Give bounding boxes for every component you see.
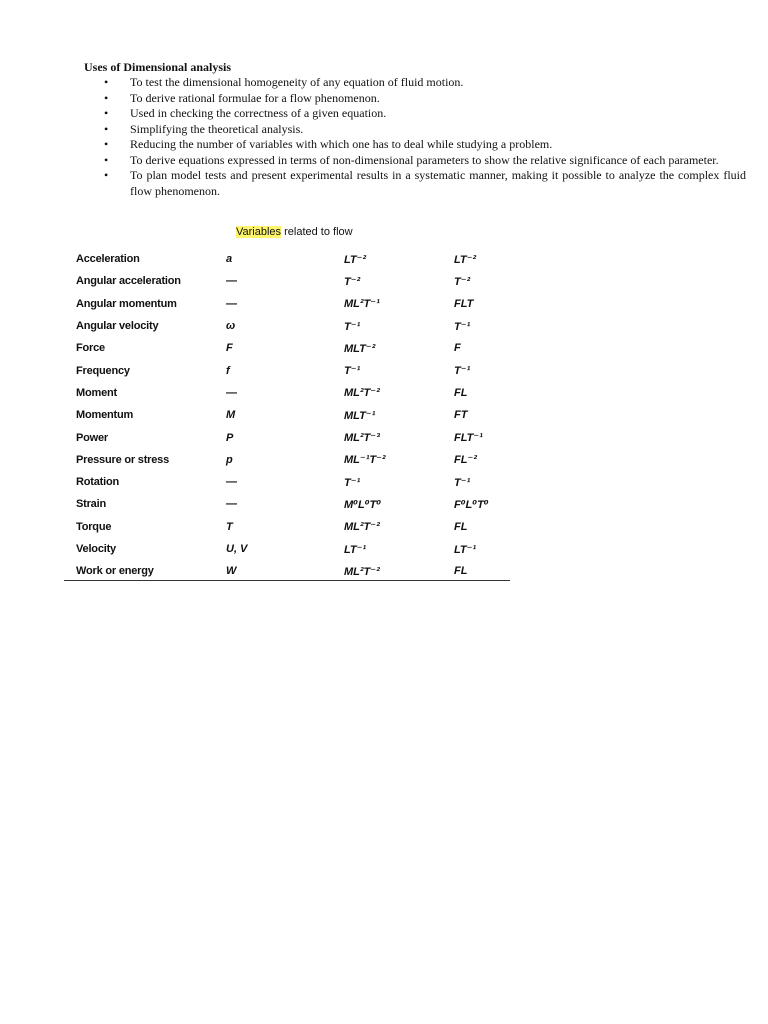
uses-section — [84, 60, 746, 199]
list-item — [84, 106, 746, 122]
variable-name: Momentum — [76, 409, 134, 422]
list-item — [84, 75, 746, 91]
variable-name: Acceleration — [76, 253, 140, 266]
variable-name: Velocity — [76, 543, 116, 555]
flt-dimension: FL — [454, 520, 468, 533]
mlt-dimension: ML²T⁻² — [344, 387, 380, 400]
table-row — [64, 404, 510, 426]
table-row — [64, 471, 510, 493]
list-item — [84, 122, 746, 138]
list-item-text: Simplifying the theoretical analysis. — [130, 121, 304, 136]
table-title-highlight: Variables — [236, 226, 282, 238]
flt-dimension: LT⁻² — [454, 253, 477, 266]
flt-dimension: FLT — [454, 297, 474, 310]
table-row — [64, 270, 510, 292]
table-row — [64, 293, 510, 315]
flt-dimension: T⁻¹ — [454, 365, 471, 378]
variable-name: Frequency — [76, 364, 130, 377]
variable-symbol: T — [226, 520, 233, 533]
variable-symbol: — — [226, 476, 237, 489]
mlt-dimension: T⁻¹ — [344, 320, 361, 333]
variable-name: Moment — [76, 386, 117, 399]
variable-name: Angular acceleration — [76, 275, 181, 288]
table-title-rest: related to flow — [281, 226, 353, 238]
variable-symbol: F — [226, 342, 233, 355]
uses-list — [84, 75, 746, 199]
list-item-text: To plan model tests and present experimental results in a systematic manner, making it possible to analyze the complex fluid flow phenomenon. — [130, 168, 746, 198]
bullet-icon: • — [104, 121, 109, 136]
list-item-text: To test the dimensional homogeneity of any equation of fluid motion. — [130, 75, 464, 89]
flt-dimension: FL — [454, 386, 468, 399]
variable-name: Angular momentum — [76, 297, 177, 310]
mlt-dimension: LT⁻² — [344, 253, 367, 266]
variable-symbol: p — [226, 453, 233, 466]
list-item — [84, 91, 746, 107]
list-item-text: Used in checking the correctness of a given equation. — [130, 106, 387, 120]
table-title — [236, 226, 353, 238]
flt-dimension: FL — [454, 565, 468, 578]
flt-dimension: LT⁻¹ — [454, 543, 477, 556]
variable-symbol: U, V — [226, 543, 248, 555]
variable-symbol: — — [226, 275, 237, 288]
list-item-text: Reducing the number of variables with which one has to deal while studying a problem. — [130, 137, 553, 151]
variable-symbol: a — [226, 253, 233, 266]
variable-name: Rotation — [76, 476, 120, 489]
mlt-dimension: T⁻² — [344, 275, 361, 288]
variable-name: Force — [76, 342, 105, 355]
bullet-icon: • — [104, 75, 109, 89]
variable-symbol: — — [226, 498, 237, 511]
list-item — [84, 137, 746, 153]
list-item-text: To derive equations expressed in terms of non-dimensional parameters to show the relative significance of each parameter. — [130, 152, 719, 167]
mlt-dimension: ML²T⁻² — [344, 565, 380, 578]
mlt-dimension: ML²T⁻¹ — [344, 298, 380, 311]
variable-symbol: — — [226, 297, 237, 310]
variable-symbol: — — [226, 386, 237, 399]
flt-dimension: F⁰L⁰T⁰ — [454, 498, 489, 511]
variable-name: Angular velocity — [76, 320, 159, 333]
variable-name: Power — [76, 431, 109, 444]
table-row — [64, 426, 510, 448]
table-row — [64, 516, 510, 538]
variable-name: Pressure or stress — [76, 453, 170, 466]
table-row — [64, 382, 510, 404]
list-item — [84, 168, 746, 199]
variable-symbol: M — [226, 409, 236, 422]
bullet-icon: • — [104, 137, 109, 151]
table-row — [64, 449, 510, 471]
table-row — [64, 538, 510, 560]
table-row — [64, 337, 510, 359]
mlt-dimension: ML⁻¹T⁻² — [344, 454, 386, 467]
bullet-icon: • — [104, 152, 109, 167]
list-item-text: To derive rational formulae for a flow phenomenon. — [130, 90, 380, 105]
flt-dimension: T⁻¹ — [454, 320, 471, 333]
bullet-icon: • — [104, 168, 109, 182]
mlt-dimension: ML²T⁻² — [344, 521, 380, 534]
flt-dimension: T⁻² — [454, 275, 471, 288]
variable-name: Strain — [76, 498, 106, 511]
flt-dimension: T⁻¹ — [454, 476, 471, 489]
mlt-dimension: MLT⁻² — [344, 342, 376, 355]
flt-dimension: FL⁻² — [454, 454, 477, 467]
table-row — [64, 315, 510, 337]
mlt-dimension: LT⁻¹ — [344, 543, 367, 556]
bullet-icon: • — [104, 90, 109, 105]
bullet-icon: • — [104, 106, 109, 120]
mlt-dimension: T⁻¹ — [344, 365, 361, 378]
mlt-dimension: T⁻¹ — [344, 476, 361, 489]
variable-name: Work or energy — [76, 565, 154, 578]
table-bottom-rule — [64, 580, 510, 581]
table-row — [64, 359, 510, 381]
variable-name: Torque — [76, 520, 112, 533]
flt-dimension: FT — [454, 409, 468, 422]
table-row — [64, 248, 510, 270]
section-title: Uses of Dimensional analysis — [84, 60, 232, 74]
variables-table — [64, 248, 510, 582]
variable-symbol: f — [226, 364, 230, 377]
flt-dimension: FLT⁻¹ — [454, 432, 483, 445]
mlt-dimension: MLT⁻¹ — [344, 409, 376, 422]
mlt-dimension: ML²T⁻³ — [344, 432, 380, 445]
variable-symbol: ω — [226, 320, 236, 333]
mlt-dimension: M⁰L⁰T⁰ — [344, 498, 382, 511]
table-row — [64, 493, 510, 515]
flt-dimension: F — [454, 342, 461, 355]
variable-symbol: P — [226, 431, 234, 444]
variable-symbol: W — [226, 565, 237, 578]
list-item — [84, 153, 746, 169]
